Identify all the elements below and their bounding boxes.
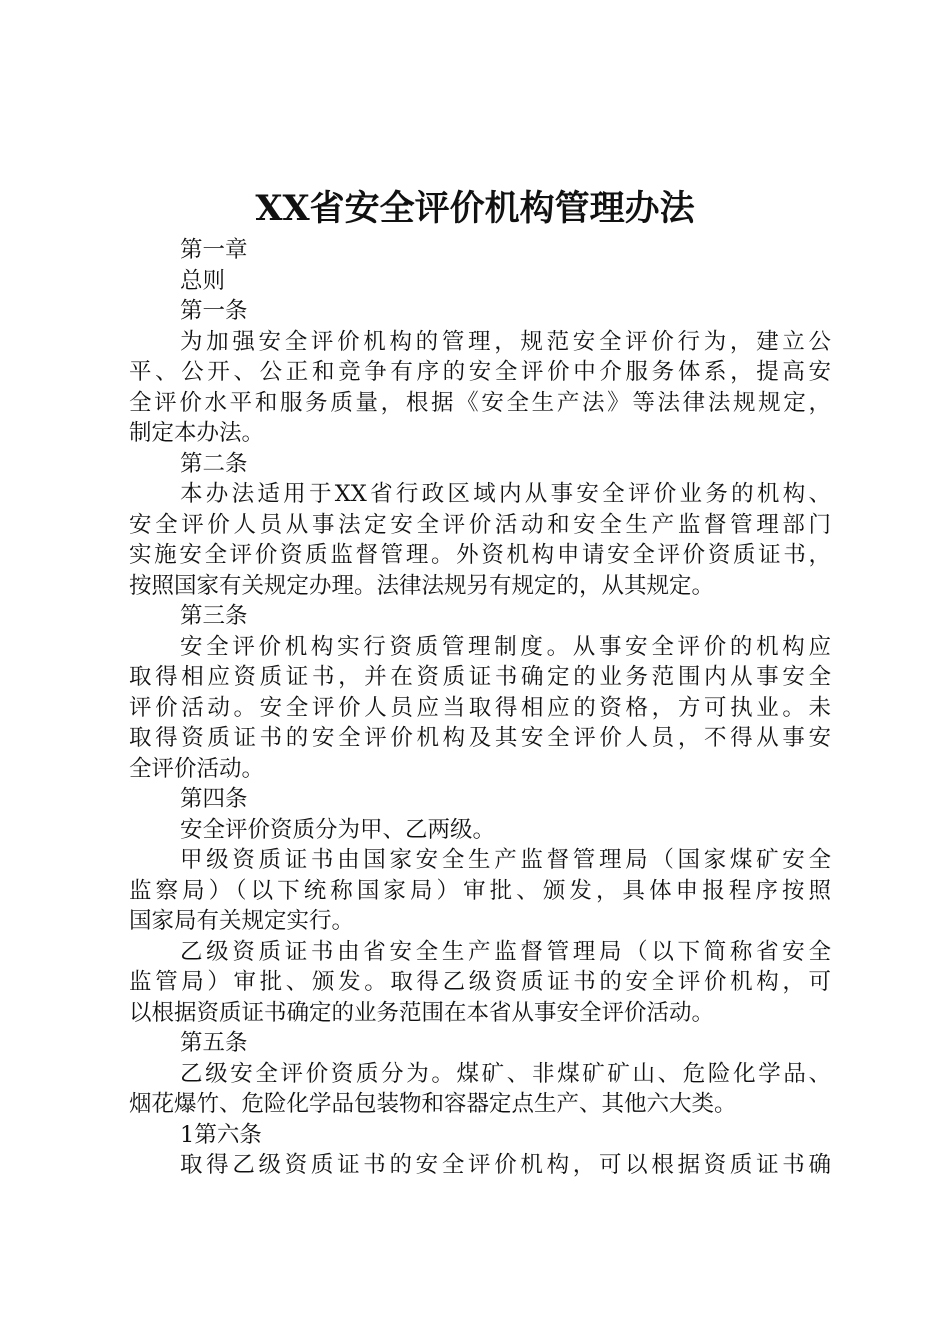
paragraph-line: 监管局）审批、颁发。取得乙级资质证书的安全评价机构，可 (129, 969, 831, 995)
paragraph-line: 本办法适用于XX省行政区域内从事安全评价业务的机构、 (180, 481, 831, 507)
paragraph-line: 取得相应资质证书，并在资质证书确定的业务范围内从事安全 (129, 664, 831, 690)
section-heading: 第五条 (180, 1030, 248, 1056)
section-heading: 第二条 (180, 450, 248, 477)
section-heading: 第一条 (180, 298, 248, 324)
section-heading: 总则 (180, 267, 226, 294)
section-heading: 安全评价资质分为甲、乙两级。 (180, 816, 496, 843)
section-heading: 第四条 (180, 786, 248, 812)
section-heading: 1第六条 (180, 1121, 262, 1148)
paragraph-line: 甲级资质证书由国家安全生产监督管理局（国家煤矿安全 (180, 847, 831, 873)
paragraph-line: 取得资质证书的安全评价机构及其安全评价人员，不得从事安 (129, 725, 831, 751)
paragraph-line: 制定本办法。 (129, 420, 265, 446)
paragraph-line: 监察局）（以下统称国家局）审批、颁发，具体申报程序按照 (129, 877, 831, 904)
section-heading: 第三条 (180, 603, 248, 629)
paragraph-line: 以根据资质证书确定的业务范围在本省从事安全评价活动。 (129, 999, 715, 1026)
paragraph-line: 安全评价机构实行资质管理制度。从事安全评价的机构应 (180, 633, 831, 660)
paragraph-line: 全评价活动。 (129, 755, 265, 782)
paragraph-line: 平、公开、公正和竞争有序的安全评价中介服务体系，提高安 (129, 359, 831, 385)
paragraph-line: 乙级安全评价资质分为。煤矿、非煤矿矿山、危险化学品、 (180, 1060, 831, 1087)
paragraph-line: 实施安全评价资质监督管理。外资机构申请安全评价资质证书， (129, 542, 831, 568)
section-heading: 第一章 (180, 237, 248, 263)
paragraph-line: 为加强安全评价机构的管理，规范安全评价行为，建立公 (180, 328, 831, 355)
paragraph-line: 全评价水平和服务质量，根据《安全生产法》等法律法规规定， (129, 389, 831, 416)
paragraph-line: 评价活动。安全评价人员应当取得相应的资格，方可执业。未 (129, 694, 831, 721)
paragraph-line: 安全评价人员从事法定安全评价活动和安全生产监督管理部门 (129, 511, 831, 538)
paragraph-line: 乙级资质证书由省安全生产监督管理局（以下简称省安全 (180, 938, 831, 965)
paragraph-line: 取得乙级资质证书的安全评价机构，可以根据资质证书确 (180, 1152, 831, 1178)
document-body (129, 235, 831, 1181)
paragraph-line: 国家局有关规定实行。 (129, 908, 355, 934)
document-title: XX省安全评价机构管理办法 (255, 188, 695, 229)
paragraph-line: 按照国家有关规定办理。法律法规另有规定的，从其规定。 (129, 572, 715, 599)
paragraph-line: 烟花爆竹、危险化学品包装物和容器定点生产、其他六大类。 (129, 1091, 737, 1117)
